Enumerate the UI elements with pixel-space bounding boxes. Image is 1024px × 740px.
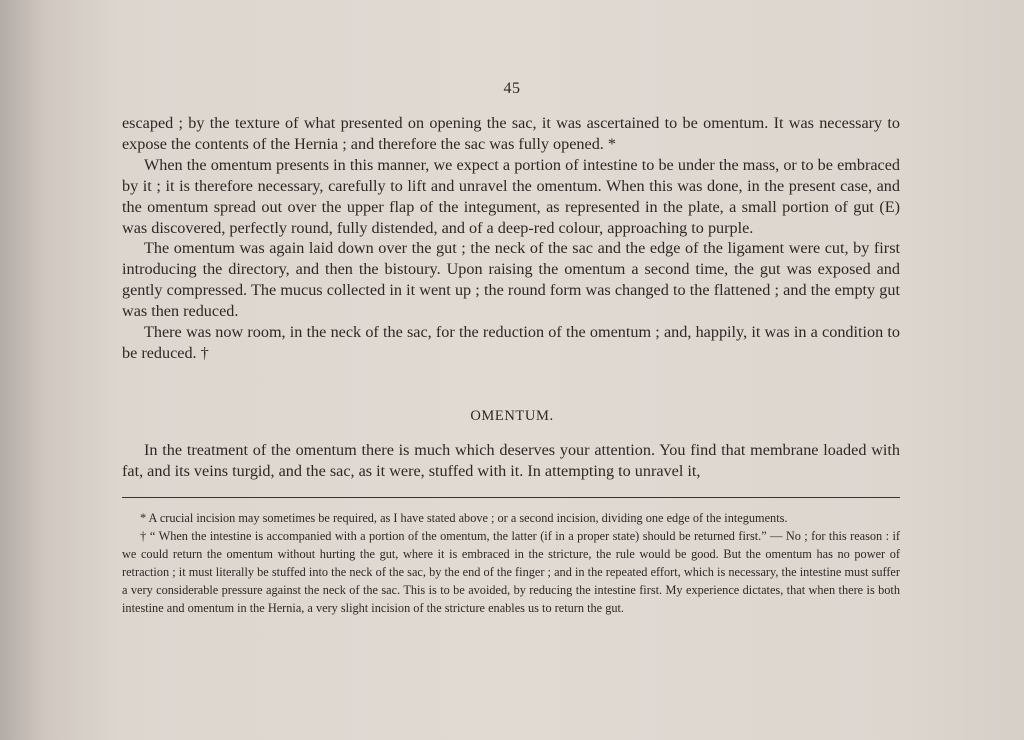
page-number: 45 <box>503 80 521 97</box>
paragraph-omentum-laid-down: The omentum was again laid down over the gut ; the neck of the sac and the edge of the ligament were cut, by first introducing the directory, and then the bistoury. Upon raising the omentum a second time, the gut was exposed and gently compressed. The mucus collected in it went up ; the round form was changed to the flattened ; and the empty gut was then reduced. <box>122 239 900 321</box>
footnotes <box>122 510 900 617</box>
main-text <box>122 113 900 364</box>
footnote-dagger: † “ When the intestine is accompanied with a portion of the omentum, the latter (if in a proper state) should be returned first.” — No ; for this reason : if we could return the omentum without hurting the gut, where it is embraced in the stricture, the rule would be good. But the omentum has no power of retraction ; it must literally be stuffed into the neck of the sac, by the end of the finger ; and in the repeated effort, which is necessary, the intestine must suffer a very considerable pressure against the neck of the sac. This is to be avoided, by reducing the intestine first. My experience dictates, that when there is both intestine and omentum in the Hernia, a very slight incision of the stricture enables us to return the gut. <box>122 528 900 615</box>
paragraph-reduction: There was now room, in the neck of the sac, for the reduction of the omentum ; and, happily, it was in a condition to be reduced. † <box>122 323 900 362</box>
footnote-divider <box>122 497 900 498</box>
section-paragraph: In the treatment of the omentum there is much which deserves your attention. You find that membrane loaded with fat, and its veins turgid, and the sac, as it were, stuffed with it. In attempting to unravel it, <box>122 441 900 480</box>
footnote-asterisk: * A crucial incision may sometimes be required, as I have stated above ; or a second incision, dividing one edge of the integuments. <box>140 511 788 525</box>
paragraph-continued: escaped ; by the texture of what presented on opening the sac, it was ascertained to be omentum. It was necessary to expose the contents of the Hernia ; and therefore the sac was fully opened. * <box>122 114 900 153</box>
paragraph-omentum-presents: When the omentum presents in this manner, we expect a portion of intestine to be under the mass, or to be embraced by it ; it is therefore necessary, carefully to lift and unravel the omentum. When this was done, in the present case, and the omentum spread out over the upper flap of the integument, as represented in the plate, a small portion of gut (E) was discovered, perfectly round, fully distended, and of a deep-red colour, approaching to purple. <box>122 155 900 237</box>
section-heading: OMENTUM. <box>470 408 554 424</box>
